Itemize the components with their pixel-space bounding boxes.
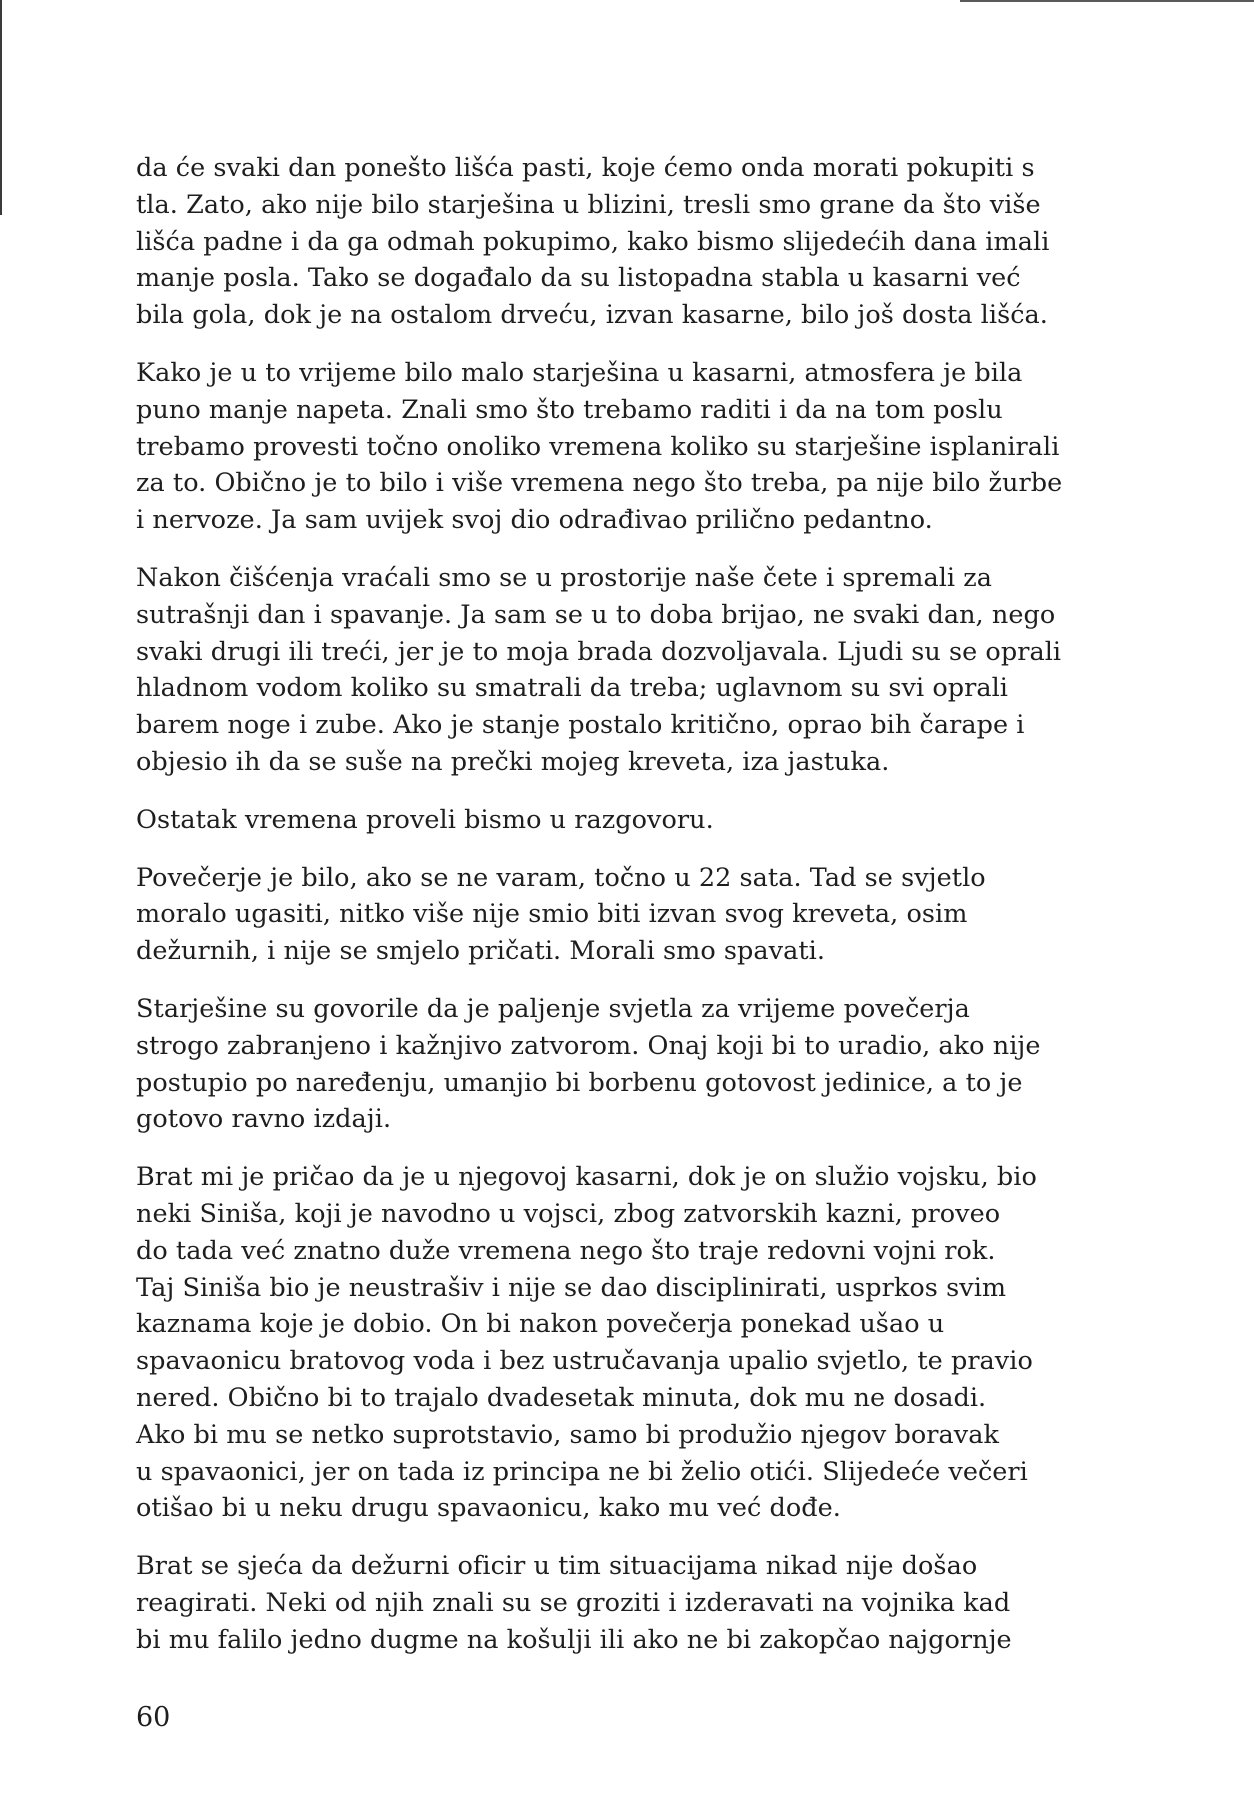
- text-line: Brat mi je pričao da je u njegovoj kasarni, dok je on služio vojsku, bio: [136, 1162, 1037, 1193]
- text-line: Starješine su govorile da je paljenje svjetla za vrijeme povečerja: [136, 993, 970, 1024]
- text-line: bi mu falilo jedno dugme na košulji ili ako ne bi zakopčao najgornje: [136, 1624, 1012, 1655]
- text-line: dežurnih, i nije se smjelo pričati. Morali smo spavati.: [136, 936, 826, 967]
- text-line: tla. Zato, ako nije bilo starješina u blizini, tresli smo grane da što više: [136, 189, 1041, 220]
- text-line: gotovo ravno izdaji.: [136, 1104, 392, 1135]
- text-line: hladnom vodom koliko su smatrali da treba; uglavnom su svi oprali: [136, 673, 1009, 704]
- text-line: manje posla. Tako se događalo da su listopadna stabla u kasarni već: [136, 263, 1021, 294]
- text-line: u spavaonici, jer on tada iz principa ne bi želio otići. Slijedeće večeri: [136, 1456, 1028, 1487]
- paragraph: [136, 560, 1126, 781]
- text-line: Povečerje je bilo, ako se ne varam, točno u 22 sata. Tad se svjetlo: [136, 862, 986, 893]
- paragraph: [136, 355, 1126, 539]
- text-line: neki Siniša, koji je navodno u vojsci, zbog zatvorskih kazni, proveo: [136, 1198, 1001, 1229]
- text-line: spavaonicu bratovog voda i bez ustručavanja upalio svjetlo, te pravio: [136, 1346, 1033, 1377]
- text-line: za to. Obično je to bilo i više vremena nego što treba, pa nije bilo žurbe: [136, 468, 1063, 499]
- text-line: do tada već znatno duže vremena nego što traje redovni vojni rok.: [136, 1235, 996, 1266]
- text-line: Ako bi mu se netko suprotstavio, samo bi produžio njegov boravak: [136, 1419, 999, 1450]
- text-line: Taj Siniša bio je neustrašiv i nije se dao disciplinirati, usprkos svim: [136, 1272, 1007, 1303]
- text-line: objesio ih da se suše na prečki mojeg kreveta, iza jastuka.: [136, 746, 890, 777]
- text-line: svaki drugi ili treći, jer je to moja brada dozvoljavala. Ljudi su se oprali: [136, 636, 1062, 667]
- text-line: kaznama koje je dobio. On bi nakon povečerja ponekad ušao u: [136, 1309, 945, 1340]
- text-line: Ostatak vremena proveli bismo u razgovoru.: [136, 804, 714, 835]
- paragraph: [136, 991, 1126, 1138]
- paragraph: [136, 1159, 1126, 1527]
- paragraph: [136, 860, 1126, 970]
- text-line: lišća padne i da ga odmah pokupimo, kako bismo slijedećih dana imali: [136, 226, 1050, 257]
- text-line: i nervoze. Ja sam uvijek svoj dio odrađivao prilično pedantno.: [136, 505, 933, 536]
- paragraph: [136, 802, 1126, 839]
- text-line: da će svaki dan ponešto lišća pasti, koje ćemo onda morati pokupiti s: [136, 153, 1035, 183]
- text-line: moralo ugasiti, nitko više nije smio biti izvan svog kreveta, osim: [136, 899, 968, 930]
- text-line: strogo zabranjeno i kažnjivo zatvorom. Onaj koji bi to uradio, ako nije: [136, 1030, 1041, 1061]
- text-line: nered. Obično bi to trajalo dvadesetak minuta, dok mu ne dosadi.: [136, 1382, 987, 1413]
- scan-edge-left: [0, 0, 2, 215]
- text-line: otišao bi u neku drugu spavaonicu, kako mu već dođe.: [136, 1493, 841, 1524]
- body-text: [136, 150, 1126, 1679]
- text-line: postupio po naređenju, umanjio bi borbenu gotovost jedinice, a to je: [136, 1067, 1023, 1098]
- text-line: barem noge i zube. Ako je stanje postalo kritično, oprao bih čarape i: [136, 710, 1025, 741]
- paragraph: [136, 1548, 1126, 1658]
- text-line: bila gola, dok je na ostalom drveću, izvan kasarne, bilo još dosta lišća.: [136, 300, 1048, 331]
- text-line: Brat se sjeća da dežurni oficir u tim situacijama nikad nije došao: [136, 1551, 978, 1582]
- text-line: sutrašnji dan i spavanje. Ja sam se u to doba brijao, ne svaki dan, nego: [136, 599, 1056, 630]
- text-line: Nakon čišćenja vraćali smo se u prostorije naše čete i spremali za: [136, 562, 993, 593]
- text-line: puno manje napeta. Znali smo što trebamo raditi i da na tom poslu: [136, 394, 1003, 425]
- paragraph: [136, 150, 1126, 334]
- text-line: reagirati. Neki od njih znali su se groziti i izderavati na vojnika kad: [136, 1587, 1011, 1618]
- scan-edge-top: [960, 0, 1254, 2]
- text-line: trebamo provesti točno onoliko vremena koliko su starješine isplanirali: [136, 431, 1060, 462]
- page-number: 60: [136, 1702, 171, 1733]
- text-line: Kako je u to vrijeme bilo malo starješina u kasarni, atmosfera je bila: [136, 357, 1023, 388]
